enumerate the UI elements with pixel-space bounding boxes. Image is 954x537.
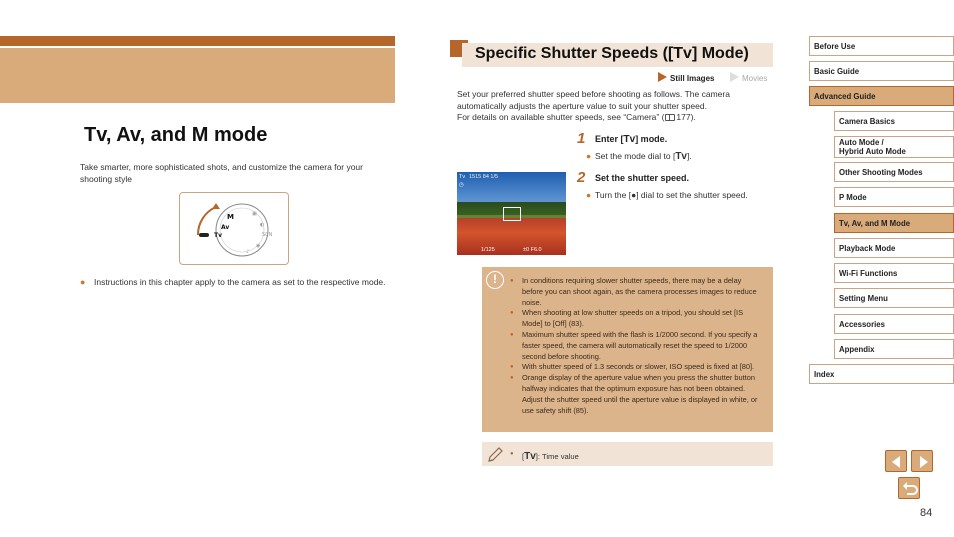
osd-shutter: 1/125 [481,247,495,253]
section-intro: Set your preferred shutter speed before shooting as follows. The camera automatically adjusts the aperture value to suit your shutter speed. For details on available shutter speeds, see “Camera” ( 177). [457,89,730,122]
header-stripe [0,36,395,46]
header-band [0,48,395,103]
chapter-note-bullet: ● Instructions in this chapter apply to the camera as set to the respective mode. [80,277,386,287]
caution-item: ● With shutter speed of 1.3 seconds or slower, ISO speed is fixed at [80]. [510,362,764,373]
arrow-right-icon [912,451,934,473]
triangle-icon [658,72,667,82]
dial-label-av: Av [221,224,230,231]
svg-text:◐: ◐ [260,222,265,228]
step-1-instruction: ● Set the mode dial to [Tv]. [586,151,692,162]
osd-mode: Tv [459,174,466,180]
note-text: ● [Tv]: Time value [510,451,579,462]
arrow-left-icon [886,451,908,473]
prev-page-button[interactable] [885,450,907,472]
nav-index[interactable]: Index [809,364,954,384]
bullet-icon: ● [586,190,592,200]
nav-setting-menu[interactable]: Setting Menu [834,288,954,308]
caution-icon: ! [486,271,504,289]
book-reference-icon [665,114,675,121]
step-1-number: 1 [577,130,586,147]
caution-item: ● When shooting at low shutter speeds on a tripod, you should set [IS Mode] to [Off] (83). [510,308,764,330]
svg-text:♪: ♪ [246,249,250,255]
caution-list [510,276,764,416]
step-2-title: Set the shutter speed. [595,173,690,183]
osd-top-info: 1515 84 1/5 [469,174,499,180]
next-page-button[interactable] [911,450,933,472]
mode-dial-illustration [179,192,289,265]
dial-label-m: M [227,213,234,221]
section-title: Specific Shutter Speeds ([Tv] Mode) [475,45,749,62]
nav-auto-mode[interactable]: Auto Mode / Hybrid Auto Mode [834,136,954,158]
nav-appendix[interactable]: Appendix [834,339,954,359]
nav-camera-basics[interactable]: Camera Basics [834,111,954,131]
triangle-icon [730,72,739,82]
nav-tv-av-m-mode[interactable]: Tv, Av, and M Mode [834,213,954,233]
nav-playback-mode[interactable]: Playback Mode [834,238,954,258]
focus-frame [503,207,521,221]
step-2-number: 2 [577,169,586,186]
caution-item: ● Orange display of the aperture value when you press the shutter button halfway indicates that the optimum exposure has not been obtained. Adjust the shutter speed until the aperture value is displayed in white, or use safety shift (85). [510,373,764,416]
step-2-instruction: ● Turn the [●] dial to set the shutter speed. [586,190,748,200]
chapter-title: Tv, Av, and M mode [84,124,268,146]
svg-text:SCN: SCN [262,232,273,238]
osd-exposure: ±0 F6.0 [523,247,542,253]
bullet-icon: ● [80,277,86,287]
nav-basic-guide[interactable]: Basic Guide [809,61,954,81]
return-icon [899,478,921,500]
nav-advanced-guide[interactable]: Advanced Guide [809,86,954,106]
camera-screen-photo [457,172,566,255]
nav-wifi-functions[interactable]: Wi-Fi Functions [834,263,954,283]
nav-p-mode[interactable]: P Mode [834,187,954,207]
bullet-icon: ● [586,151,592,161]
movies-tag: Movies [730,72,767,83]
nav-accessories[interactable]: Accessories [834,314,954,334]
svg-text:▣: ▣ [252,211,257,217]
page-number: 84 [920,507,933,519]
page-link[interactable]: 177). [676,112,696,122]
still-images-tag: Still Images [658,72,714,83]
mode-dial-icon [180,193,290,266]
caution-item: ● In conditions requiring slower shutter speeds, there may be a delay before you can shoot again, as the camera processes images to reduce noise. [510,276,764,308]
chapter-intro: Take smarter, more sophisticated shots, and customize the camera for your shooting style [80,162,363,184]
nav-other-shooting-modes[interactable]: Other Shooting Modes [834,162,954,182]
svg-text:◉: ◉ [256,243,261,249]
pencil-icon [486,446,504,464]
osd-timer-icon: ◷ [459,182,464,188]
dial-label-tv: Tv [214,232,223,239]
step-1-title: Enter [Tv] mode. [595,134,668,145]
nav-before-use[interactable]: Before Use [809,36,954,56]
return-button[interactable] [898,477,920,499]
caution-item: ● Maximum shutter speed with the flash is 1/2000 second. If you specify a faster speed, the camera will automatically reset the speed to 1/2000 second before shooting. [510,330,764,362]
